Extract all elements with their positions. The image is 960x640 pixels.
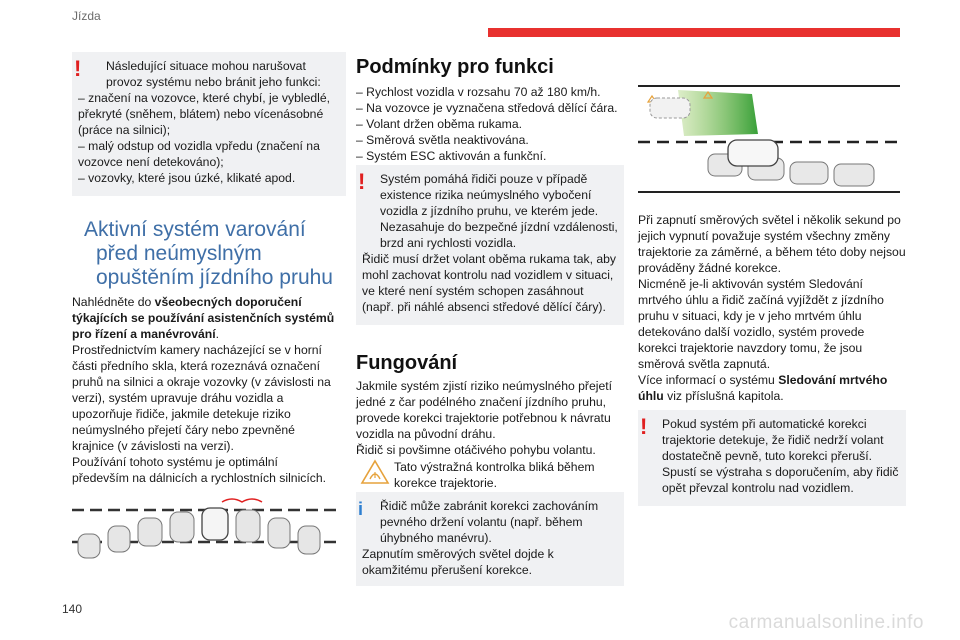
more-info-paragraph: Více informací o systému Sledování mrtvého úhlu viz příslušná kapitola. (638, 373, 888, 403)
warning-exclamation-icon: ! (640, 414, 648, 439)
section-heading-lane-assist: Aktivní systém varování před neúmyslným opuštěním jízdního pruhu (84, 218, 333, 289)
operation-paragraph: Jakmile systém zjistí riziko neúmyslného přejetí jedné z čar podélného značení jízdního pruhu, provede korekci trajektorie potřebnou k návratu vozidla na původní dráhu. (356, 379, 613, 441)
warning-item: – vozovky, které jsou úzké, klikaté apod. (78, 171, 296, 185)
heading-operation: Fungování (356, 352, 458, 374)
warning-lamp-text: Tato výstražná kontrolka bliká během korekce trajektorie. (394, 460, 595, 490)
warning-rest-text: Řidič musí držet volant oběma rukama tak, aby mohl zachovat kontrolu nad vozidlem v situaci, ve které není systém schopen zasáhnout (např. při náhlé absenci středové dělící čáry). (362, 252, 617, 314)
lane-assist-body (72, 294, 338, 486)
turn-signal-paragraph: Při zapnutí směrových světel i několik sekund po jejich vypnutí považuje systém všechny změny trajektorie za záměrné, a během této doby nejsou prováděny žádné korekce. (638, 213, 906, 275)
warning-item: – malý odstup od vozidla vpředu (značení na vozovce není detekováno); (78, 139, 320, 169)
warning-intro: Následující situace mohou narušovat provoz systému nebo bránit jeho funkci: (106, 59, 321, 89)
warning-lead-text: Systém pomáhá řidiči pouze v případě existence rizika neúmyslného vybočení vozidla z jízdního pruhu, ve kterém jede. Nezasahuje do bezpečné jízdní vzdálenosti, brzd ani rychlosti vozidla. (380, 172, 618, 250)
condition-item: – Směrová světla neaktivována. (356, 133, 529, 147)
condition-item: – Systém ESC aktivován a funkční. (356, 149, 547, 163)
operation-body (356, 378, 624, 458)
camera-paragraph: Prostřednictvím kamery nacházející se v horní části předního skla, která rozeznává označení pruhů na silnici a okraje vozovky (v závislosti na verzi), systém upravuje dráhu vozidla a upozorňuje řidiče, jakmile detekuje riziko neúmyslného přejetí čáry nebo zpevněné krajnice (v závislosti na verzi). (72, 343, 331, 453)
warning-exclamation-icon: ! (74, 56, 82, 81)
header-accent-bar (488, 28, 900, 37)
warning-box-driver-responsibility (356, 165, 624, 325)
warning-exclamation-icon: ! (358, 169, 366, 194)
condition-item: – Rychlost vozidla v rozsahu 70 až 180 km/h. (356, 85, 601, 99)
usage-paragraph: Používání tohoto systému je optimální především na dálnicích a rychlostních silnicích. (72, 455, 327, 485)
info-rest-text: Zapnutím směrových světel dojde k okamžitému přerušení korekce. (362, 547, 554, 577)
condition-item: – Volant držen oběma rukama. (356, 117, 522, 131)
condition-item: – Na vozovce je vyznačena středová dělící čára. (356, 101, 618, 115)
warning-lead-text: Pokud systém při automatické korekci trajektorie detekuje, že řidič nedrží volant dostatečně pevně, tuto korekci přeruší. Spustí se výstraha s doporučením, aby řidič opět převzal kontrolu nad vozidlem. (662, 417, 899, 495)
blind-spot-illustration (638, 84, 900, 196)
warning-item: – značení na vozovce, které chybí, je vybledlé, překryté (sněhem, blátem) nebo vícenásobné (práce na silnici); (78, 91, 331, 137)
conditions-list (356, 84, 624, 164)
section-title: Jízda (72, 9, 101, 23)
info-box-override (356, 492, 624, 586)
warning-lamp-icon (360, 459, 390, 485)
steering-paragraph: Řidič si povšimne otáčivého pohybu volantu. (356, 443, 596, 457)
warning-box-hands-off (638, 410, 906, 506)
info-lead-text: Řidič může zabránit korekci zachováním pevného držení volantu (např. během úhybného manévru). (380, 499, 599, 545)
lane-correction-illustration (72, 496, 338, 562)
watermark: carmanualsonline.info (728, 612, 924, 633)
blind-spot-link-text: Sledování mrtvého úhlu (638, 373, 888, 403)
page-number: 140 (62, 602, 83, 616)
warning-box-conditions (72, 52, 346, 196)
recommendations-paragraph: Nahlédněte do všeobecných doporučení týkajících se používání asistenčních systémů pro řízení a manévrování. (72, 295, 335, 341)
heading-conditions: Podmínky pro funkci (356, 56, 554, 78)
blind-spot-paragraph: Nicméně je-li aktivován systém Sledování mrtvého úhlu a řidič začíná vyjíždět z jízdního pruhu v situaci, kdy je v jeho mrtvém úhlu detekováno další vozidlo, systém provede korekci trajektorie navzdory tomu, že jsou směrová světla zapnutá. (638, 277, 884, 371)
col3-body (638, 212, 906, 404)
recommendations-link-text: všeobecných doporučení týkajících se používání asistenčních systémů pro řízení a manévrování (72, 295, 335, 341)
info-icon: i (358, 499, 364, 519)
